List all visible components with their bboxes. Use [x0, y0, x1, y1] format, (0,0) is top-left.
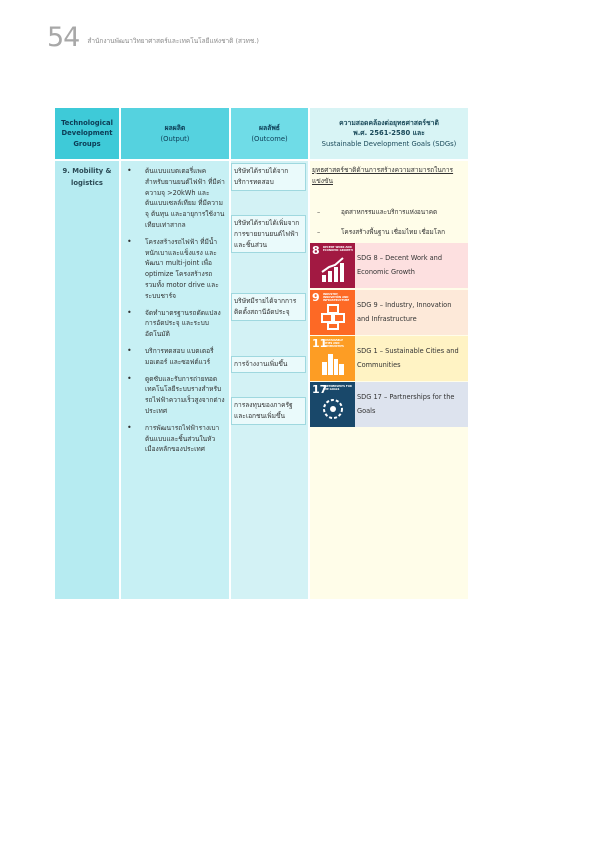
header-outcome: ผลลัพธ์ (Outcome) — [231, 108, 308, 159]
list-item: • บริการทดสอบ แบตเตอรี่ มอเตอร์ และซอฟต์แวร์ — [127, 345, 214, 366]
list-item: • การพัฒนารถไฟฟ้ารางเบาต้นแบบและชิ้นส่วนในหัวเมืองหลักของประเทศ — [127, 422, 220, 454]
sdg-label: SDG 17 – Partnerships for the Goals — [357, 393, 455, 415]
national-strategy-title: ยุทธศาสตร์ชาติด้านการสร้างความสามารถในการแข่งขัน — [312, 166, 454, 185]
sdg-label: SDG 8 – Decent Work and Economic Growth — [357, 254, 443, 276]
cubes-icon: 9 INDUSTRY, INNOVATION AND INFRASTRUCTURE — [310, 290, 355, 335]
list-item: • ต้นแบบแบตเตอรี่แพค สำหรับยานยนต์ไฟฟ้า ที่มีค่าความจุ >20kWh และต้นแบบเซลล์เทียม ที่มีความจุ ต้นทุน และอายุการใช้งานเทียบเท่าสากล — [127, 166, 225, 229]
growth-chart-icon: 8 DECENT WORK AND ECONOMIC GROWTH — [310, 243, 355, 288]
outcome-box: การลงทุนของภาครัฐและเอกชนเพิ่มขึ้น — [231, 397, 306, 425]
outcome-box: บริษัทได้รายได้เพิ่มจากการขายยานยนต์ไฟฟ้า และชิ้นส่วน — [231, 215, 306, 253]
outcome-box: บริษัทมีรายได้จากการติดตั้งสถานีอัดประจุ — [231, 293, 306, 321]
outcome-box: การจ้างงานเพิ่มขึ้น — [231, 356, 306, 373]
list-item: • จัดทำมาตรฐานรถดัดแปลง การอัดประจุ และระบบอัตโนมัติ — [127, 307, 221, 339]
outcome-box: บริษัทได้รายได้จากบริการทดสอบ — [231, 163, 306, 191]
header-output: ผลผลิต (Output) — [121, 108, 229, 159]
list-item: – อุตสาหกรรมและบริการแห่งอนาคต — [317, 208, 438, 216]
sdg-row — [310, 243, 468, 288]
sdg-alignment-table — [55, 108, 468, 599]
header-technological-groups: Technological Development Groups — [55, 108, 119, 159]
technology-group-label: 9. Mobility & logistics — [62, 167, 112, 187]
list-item: – โครงสร้างพื้นฐาน เชื่อมไทย เชื่อมโลก — [317, 227, 445, 236]
sdg-row — [310, 290, 468, 335]
sdg-row — [310, 382, 468, 427]
partnership-icon: 17 PARTNERSHIPS FOR THE GOALS — [310, 382, 355, 427]
page-number: 54 — [47, 21, 80, 53]
list-item: • โครงสร้างรถไฟฟ้า ที่มีน้ำหนักเบาและแข็งแรง และพัฒนา multi-joint เพื่อ optimize โครงสร้างรถ รวมทั้ง motor drive และระบบชาร์จ — [127, 236, 219, 300]
page-header — [47, 22, 259, 52]
city-icon: 11 SUSTAINABLE CITIES AND COMMUNITIES — [310, 336, 355, 381]
header-strategy-sdgs: ความสอดคล้องต่อยุทธศาสตร์ชาติ พ.ศ. 2561-2580 และ Sustainable Development Goals (SDGs) — [310, 108, 468, 159]
column-groups-body — [55, 161, 119, 599]
list-item: • ดูดซับและรับการถ่ายทอดเทคโนโลยีระบบรางสำหรับรถไฟฟ้าความเร็วสูงจากต่างประเทศ — [127, 373, 225, 415]
sdg-row — [310, 336, 468, 381]
agency-name: สำนักงานพัฒนาวิทยาศาสตร์และเทคโนโลยีแห่งชาติ (สวทช.) — [87, 37, 259, 45]
output-list — [121, 166, 229, 461]
national-strategy-list — [317, 207, 466, 247]
sdg-label: SDG 9 – Industry, Innovation and Infrastructure — [357, 301, 452, 323]
sdg-label: SDG 1 – Sustainable Cities and Communities — [357, 347, 459, 369]
